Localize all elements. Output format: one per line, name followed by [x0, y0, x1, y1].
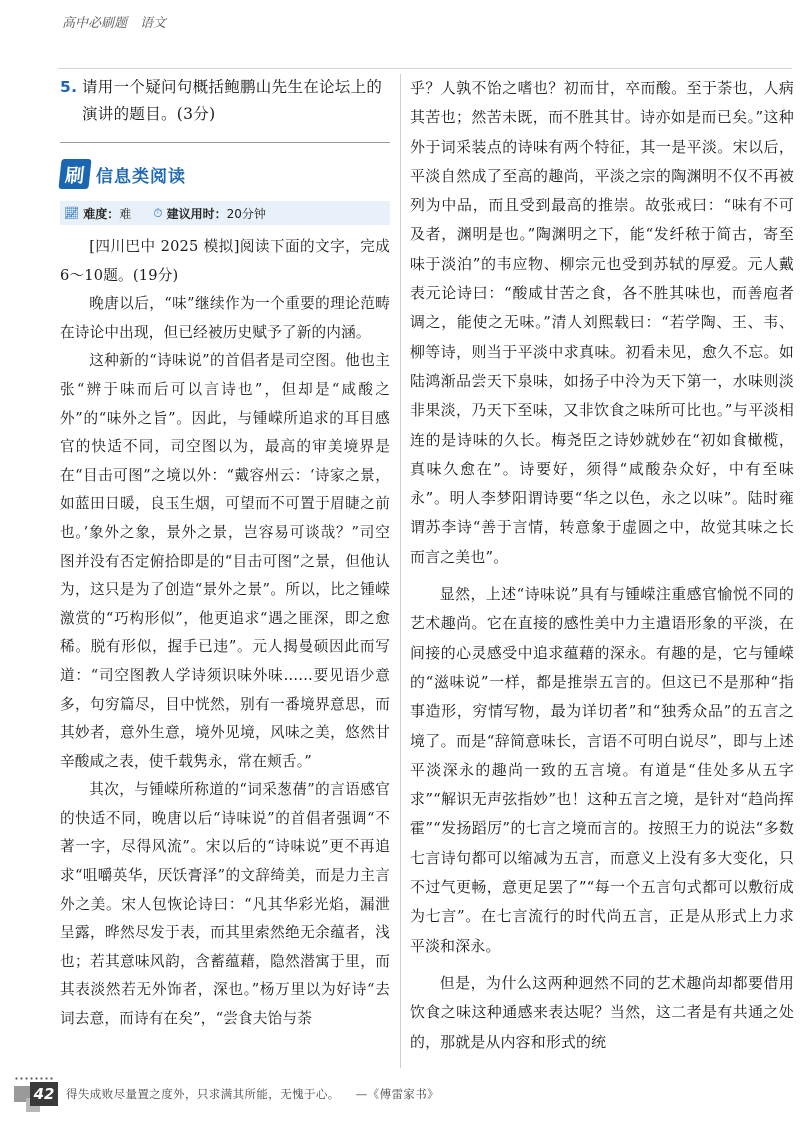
column-divider — [400, 74, 401, 1068]
time-label: 建议用时： — [166, 206, 227, 221]
quote-source: —《傅雷家书》 — [355, 1087, 440, 1101]
body-paragraph-continued: 乎？人孰不饴之嗜也？初而甘，卒而酸。至于荼也，人病其苦也；然苦未既，而不胜其甘。诗亦如是而已矣。”这种外于词采装点的诗味有两个特征，其一是平淡。宋以后，平淡自然成了至高的趣尚，平淡之宗的陶渊明不仅不再被列为中品，而且受到最高的推崇。故张戒曰：“味有不可及者，渊明是也。”陶渊明之下，能“发纤秾于简古，寄至味于淡泊”的韦应物、柳宗元也受到苏轼的厚爱。元人戴表元论诗曰：“酸咸甘苦之食，各不胜其味也，而善庖者调之，能使之无味。”清人刘熙载曰：“若学陶、王、韦、柳等诗，则当于平淡中求真味。初看未见，愈久不忘。如陆鸿渐品尝天下泉味，如扬子中泠为天下第一，水味则淡非果淡，乃天下至味，又非饮食之味所可比也。”与平淡相连的是诗味的久长。梅尧臣之诗妙就妙在“初如食橄榄，真味久愈在”。诗要好，须得“咸酸杂众好，中有至味永”。明人李梦阳谓诗要“华之以色，永之以味”。陆时雍谓苏李诗“善于言情，转意象于虚圆之中，故觉其味之长而言之美也”。 — [410, 79, 794, 566]
intro-paragraph: [四川巴中 2025 模拟]阅读下面的文字，完成6～10题。(19分) — [60, 238, 390, 284]
section-title — [60, 159, 390, 189]
page-number: 42 — [30, 1082, 58, 1106]
footer-quote — [66, 1086, 439, 1102]
brush-badge-icon: 刷 — [58, 159, 91, 189]
body-paragraph: 晚唐以后，“味”继续作为一个重要的理论范畴在诗论中出现，但已经被历史赋予了新的内涵。 — [60, 295, 390, 341]
page-footer — [0, 1070, 800, 1130]
section-title-text: 信息类阅读 — [96, 166, 186, 187]
left-column — [60, 74, 390, 1034]
clock-icon: ⏱︎ — [153, 205, 163, 220]
header-rule — [58, 68, 792, 69]
time-value: 20分钟 — [226, 206, 266, 221]
running-header: 高中必刷题 语文 — [62, 16, 167, 31]
section-rule — [60, 142, 390, 143]
body-paragraph: 显然，上述“诗味说”具有与锺嵘注重感官愉悦不同的艺术趣尚。它在直接的感性美中力主遣语形象的平淡，在间接的心灵感受中追求蕴藉的深永。有趣的是，它与锺嵘的“滋味说”一样，都是推崇五言的。但这已不是那种“指事造形，穷情写物，最为详切者”和“独秀众品”的五言之境了。而是“辞简意味长，言语不可明白说尽”，即与上述平淡深永的趣尚一致的五言境。有道是“佳处多从五字求”“解识无声弦指妙”也！这种五言之境，是针对“趋尚挥霍”“发扬蹈厉”的七言之境而言的。按照王力的说法“多数七言诗句都可以缩减为五言，而意义上没有多大变化，只不过气更畅，意更足罢了”“每一个五言句式都可以敷衍成为七言”。在七言流行的时代尚五言，正是从形式上力求平淡和深永。 — [410, 585, 794, 955]
body-paragraph: 其次，与锺嵘所称道的“词采葱蒨”的言语感官的快适不同，晚唐以后“诗味说”的首倡者强调“不著一字，尽得风流”。宋以后的“诗味说”更不再追求“咀嚼英华，厌饫膏泽”的文辞绮美，而是力主言外之美。宋人包恢论诗曰：“凡其华彩光焰，漏泄呈露，晔然尽发于表，而其里索然绝无余蕴者，浅也；若其意味风韵，含蓄蕴藉，隐然潜寓于里，而其表淡然若无外饰者，深也。”杨万里以为好诗“去词去意，而诗有在矣”，“尝食夫饴与荼 — [60, 781, 390, 1028]
meta-bar — [60, 201, 390, 225]
chart-icon: 📈︎ — [64, 206, 80, 220]
difficulty-value: 难 — [119, 206, 132, 221]
quote-text: 得失成败尽量置之度外，只求满其所能，无愧于心。 — [66, 1087, 340, 1101]
difficulty-label: 难度： — [83, 206, 120, 221]
question-5 — [60, 74, 390, 128]
body-paragraph: 但是，为什么这两种迥然不同的艺术趣尚却都要借用饮食之味这种通感来表达呢？当然，这二者是有共通之处的，那就是从内容和形式的统 — [410, 973, 794, 1051]
body-paragraph: 这种新的“诗味说”的首倡者是司空图。他也主张“辨于味而后可以言诗也”，但却是“咸酸之外”的“味外之旨”。因此，与锺嵘所追求的耳目感官的快适不同，司空图以为，最高的审美境界是在“目击可图”之境以外：“戴容州云：‘诗家之景，如蓝田日暖，良玉生烟，可望而不可置于眉睫之前也。’象外之象，景外之景，岂容易可谈哉？”司空图并没有否定俯拾即是的“目击可图”之景，但他认为，这只是为了创造“景外之景”。所以，比之锺嵘激赏的“巧构形似”，他更追求“遇之匪深，即之愈稀。脱有形似，握手已违”。元人揭曼硕因此而写道：“司空图教人学诗须识味外味……要见语少意多，句穷篇尽，目中恍然，别有一番境界意思，而其妙者，意外生意，境外见境，风味之美，悠然甘辛酸咸之表，使千载隽永，常在颊舌。” — [60, 352, 390, 770]
question-text: 请用一个疑问句概括鲍鹏山先生在论坛上的演讲的题目。(3分) — [82, 78, 383, 123]
right-column — [410, 74, 794, 1057]
question-number: 5. — [60, 78, 78, 96]
